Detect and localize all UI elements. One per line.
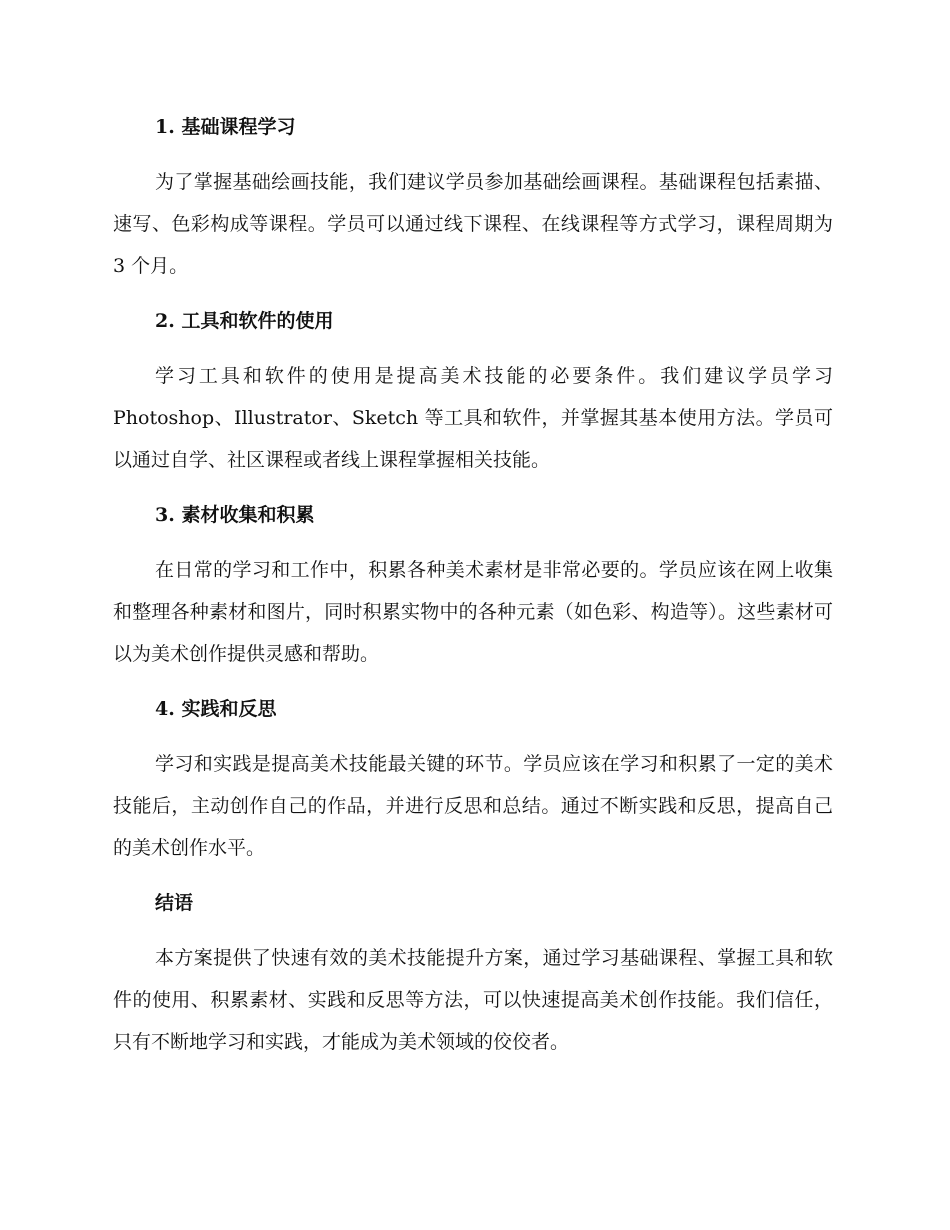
section-heading-tools-software: 2. 工具和软件的使用 (155, 310, 334, 332)
section-heading-basic-courses: 1. 基础课程学习 (155, 116, 296, 138)
section-body-conclusion: 本方案提供了快速有效的美术技能提升方案，通过学习基础课程、掌握工具和软件的使用、积累素材、实践和反思等方法，可以快速提高美术创作技能。我们信任，只有不断地学习和实践，才能成为美术领域的佼佼者。 (113, 947, 833, 1053)
section-heading-conclusion: 结语 (155, 892, 194, 914)
section-body-materials: 在日常的学习和工作中，积累各种美术素材是非常必要的。学员应该在网上收集和整理各种素材和图片，同时积累实物中的各种元素（如色彩、构造等）。这些素材可以为美术创作提供灵感和帮助。 (113, 559, 833, 665)
section-body-practice: 学习和实践是提高美术技能最关键的环节。学员应该在学习和积累了一定的美术技能后，主动创作自己的作品，并进行反思和总结。通过不断实践和反思，提高自己的美术创作水平。 (113, 753, 833, 859)
section-heading-practice: 4. 实践和反思 (155, 698, 277, 720)
section-heading-materials: 3. 素材收集和积累 (155, 504, 315, 526)
section-body-basic-courses: 为了掌握基础绘画技能，我们建议学员参加基础绘画课程。基础课程包括素描、速写、色彩构成等课程。学员可以通过线下课程、在线课程等方式学习，课程周期为 3 个月。 (113, 171, 833, 277)
section-body-tools-software: 学习工具和软件的使用是提高美术技能的必要条件。我们建议学员学习 Photoshop、Illustrator、Sketch 等工具和软件，并掌握其基本使用方法。学员可以通过自学、社区课程或者线上课程掌握相关技能。 (113, 365, 833, 471)
